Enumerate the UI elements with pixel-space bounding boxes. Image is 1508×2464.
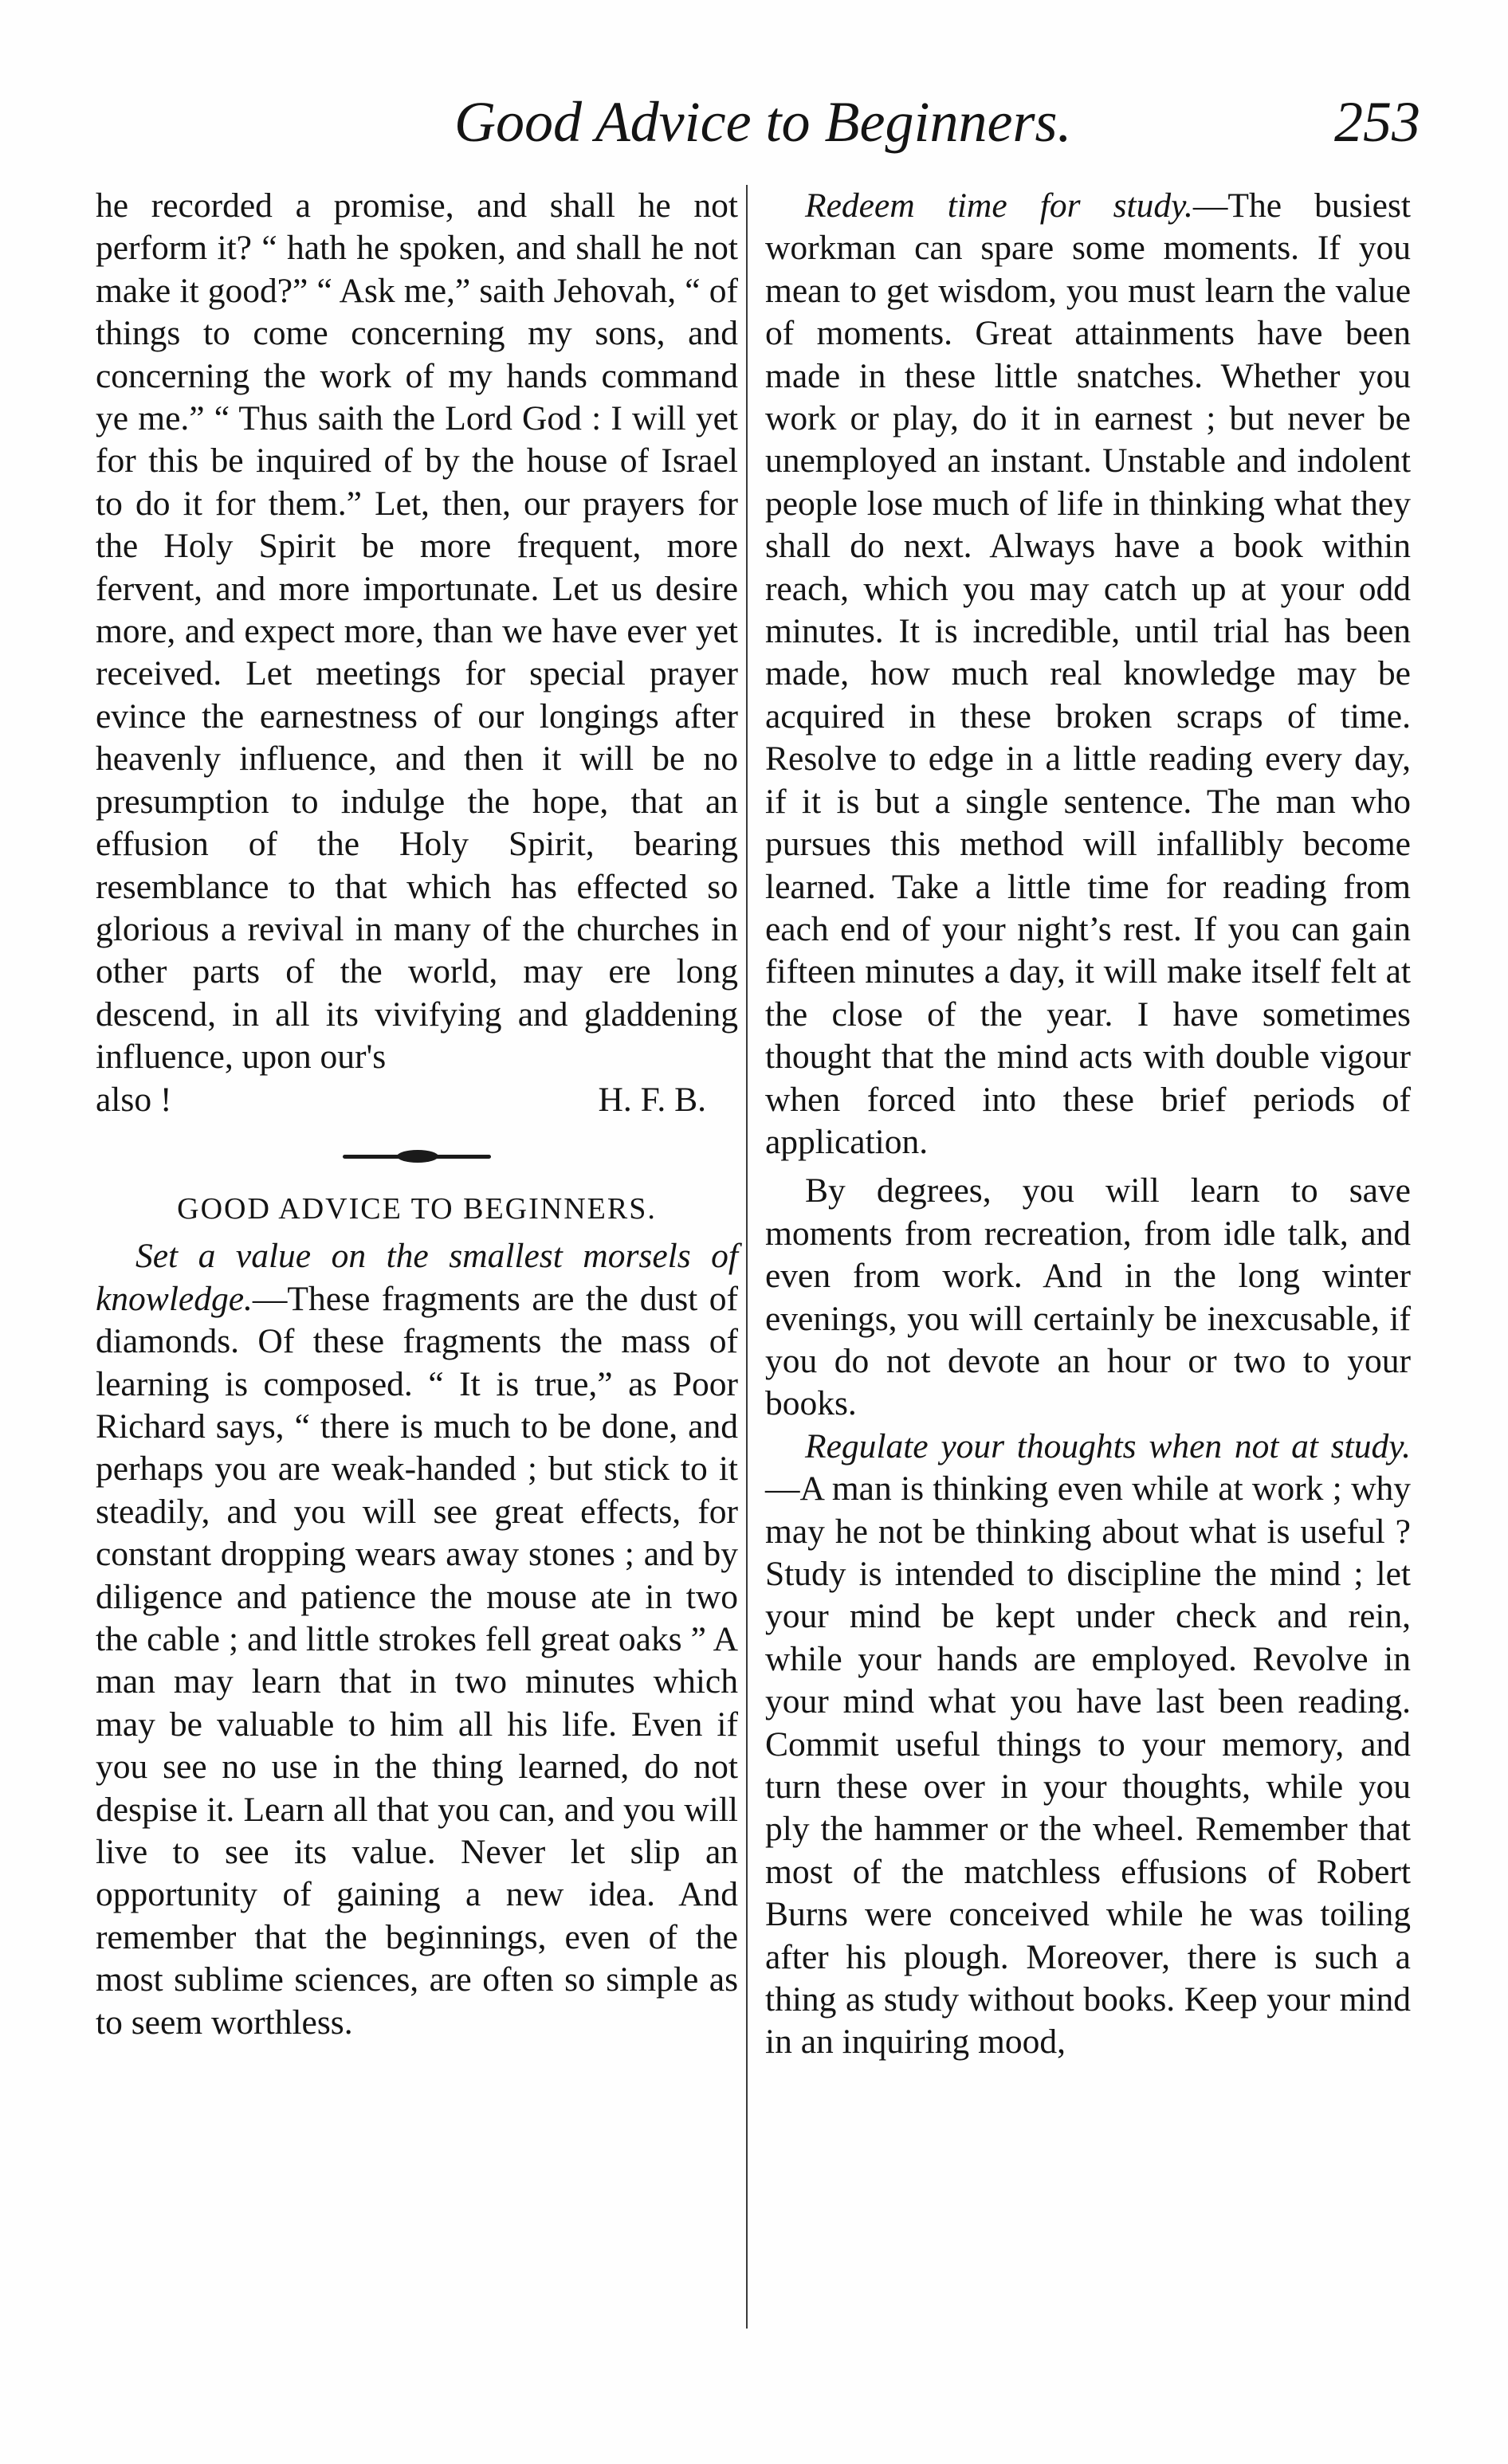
running-head: [96, 86, 1420, 158]
section-ornament: [96, 1132, 738, 1183]
paragraph-text: —The busiest workman can spare some moments. If you mean to get wisdom, you must learn the value of moments. Great attainments have been made in these little snatches. Whether you work or play, do it in earnest ; but never be unemployed an instant. Unstable and indolent people lose much of life in thinking what they shall do next. Always have a book within reach, which you may catch up at your odd minutes. It is incredible, until trial has been made, how much real knowledge may be acquired in these broken scraps of time. Resolve to edge in a little reading every day, if it is but a single sentence. The man who pursues this method will infallibly become learned. Take a little time for reading from each end of your night’s rest. If you can gain fifteen minutes a day, it will make itself felt at the close of the year. I have sometimes thought that the mind acts with double vigour when forced into these brief periods of application.: [765, 186, 1411, 1161]
paragraph-text: —These fragments are the dust of diamonds. Of these fragments the mass of learning is composed. “ It is true,” as Poor Richard says, “ there is much to be done, and perhaps you are weak-handed ; but stick to it steadily, and you will see great effects, for constant dropping wears away stones ; and by diligence and patience the mouse ate in two the cable ; and little strokes fell great oaks ” A man may learn that in two minutes which may be valuable to him all his life. Even if you see no use in the thing learned, do not despise it. Learn all that you can, and you will live to see its value. Never let slip an opportunity of gaining a new idea. And remember that the beginnings, even of the most sublime sciences, are often so simple as to seem worthless.: [96, 1279, 738, 2042]
continued-paragraph: he recorded a promise, and shall he not perform it? “ hath he spoken, and shall he not make it good?” “ Ask me,” saith Jehovah, “ of things to come concerning my sons, and concerning the work of my hands command ye me.” “ Thus saith the Lord God : I will yet for this be inquired of by the house of Israel to do it for them.” Let, then, our prayers for the Holy Spirit be more frequent, more fervent, and more importunate. Let us desire more, and expect more, than we have ever yet received. Let meetings for special prayer evince the earnestness of our longings after heavenly influence, and then it will be no presumption to indulge the hope, that an effusion of the Holy Spirit, bearing resemblance to that which has effected so glorious a revival in many of the churches in other parts of the world, may ere long descend, in all its vivifying and gladdening influence, upon our's: [96, 186, 738, 1077]
paragraph-text: —A man is thinking even while at work ; why may he not be thinking about what is useful ? Study is intended to discipline the mind ; let your mind be kept under check and rein, while your hands are employed. Revolve in your mind what you have last been reading. Commit useful things to your memory, and turn these over in your thoughts, while you ply the hammer or the wheel. Remember that most of the matchless effusions of Robert Burns were conceived while he was toiling after his plough. Moreover, there is such a thing as study without books. Keep your mind in an inquiring mood,: [765, 1469, 1411, 2062]
left-column: [96, 185, 738, 2044]
signoff-line: [96, 1079, 738, 1121]
paragraph-lead: Set a value on the smallest morsels of knowledge.: [96, 1237, 738, 1318]
right-column: [765, 185, 1411, 2064]
ornament-dot: [397, 1150, 438, 1163]
column-divider: [746, 185, 748, 2329]
section-heading: GOOD ADVICE TO BEGINNERS.: [177, 1191, 657, 1226]
paragraph-regulate-thoughts: [765, 1426, 1411, 2064]
running-head-title: Good Advice to Beginners.: [454, 90, 1072, 154]
closing-word: also !: [96, 1080, 172, 1119]
paragraph-by-degrees: By degrees, you will learn to save moments from recreation, from idle talk, and even from work. And in the long winter evenings, you will certainly be inexcusable, if you do not devote an hour or two to your books.: [765, 1171, 1411, 1423]
paragraph-lead: Regulate your thoughts when not at study.: [805, 1426, 1411, 1465]
page-number: 253: [1334, 90, 1420, 154]
paragraph-redeem-time: [765, 185, 1411, 1163]
paragraph-small-morsels: [96, 1235, 738, 2044]
author-initials: H. F. B.: [598, 1080, 706, 1119]
paragraph-lead: Redeem time for study.: [805, 186, 1193, 225]
